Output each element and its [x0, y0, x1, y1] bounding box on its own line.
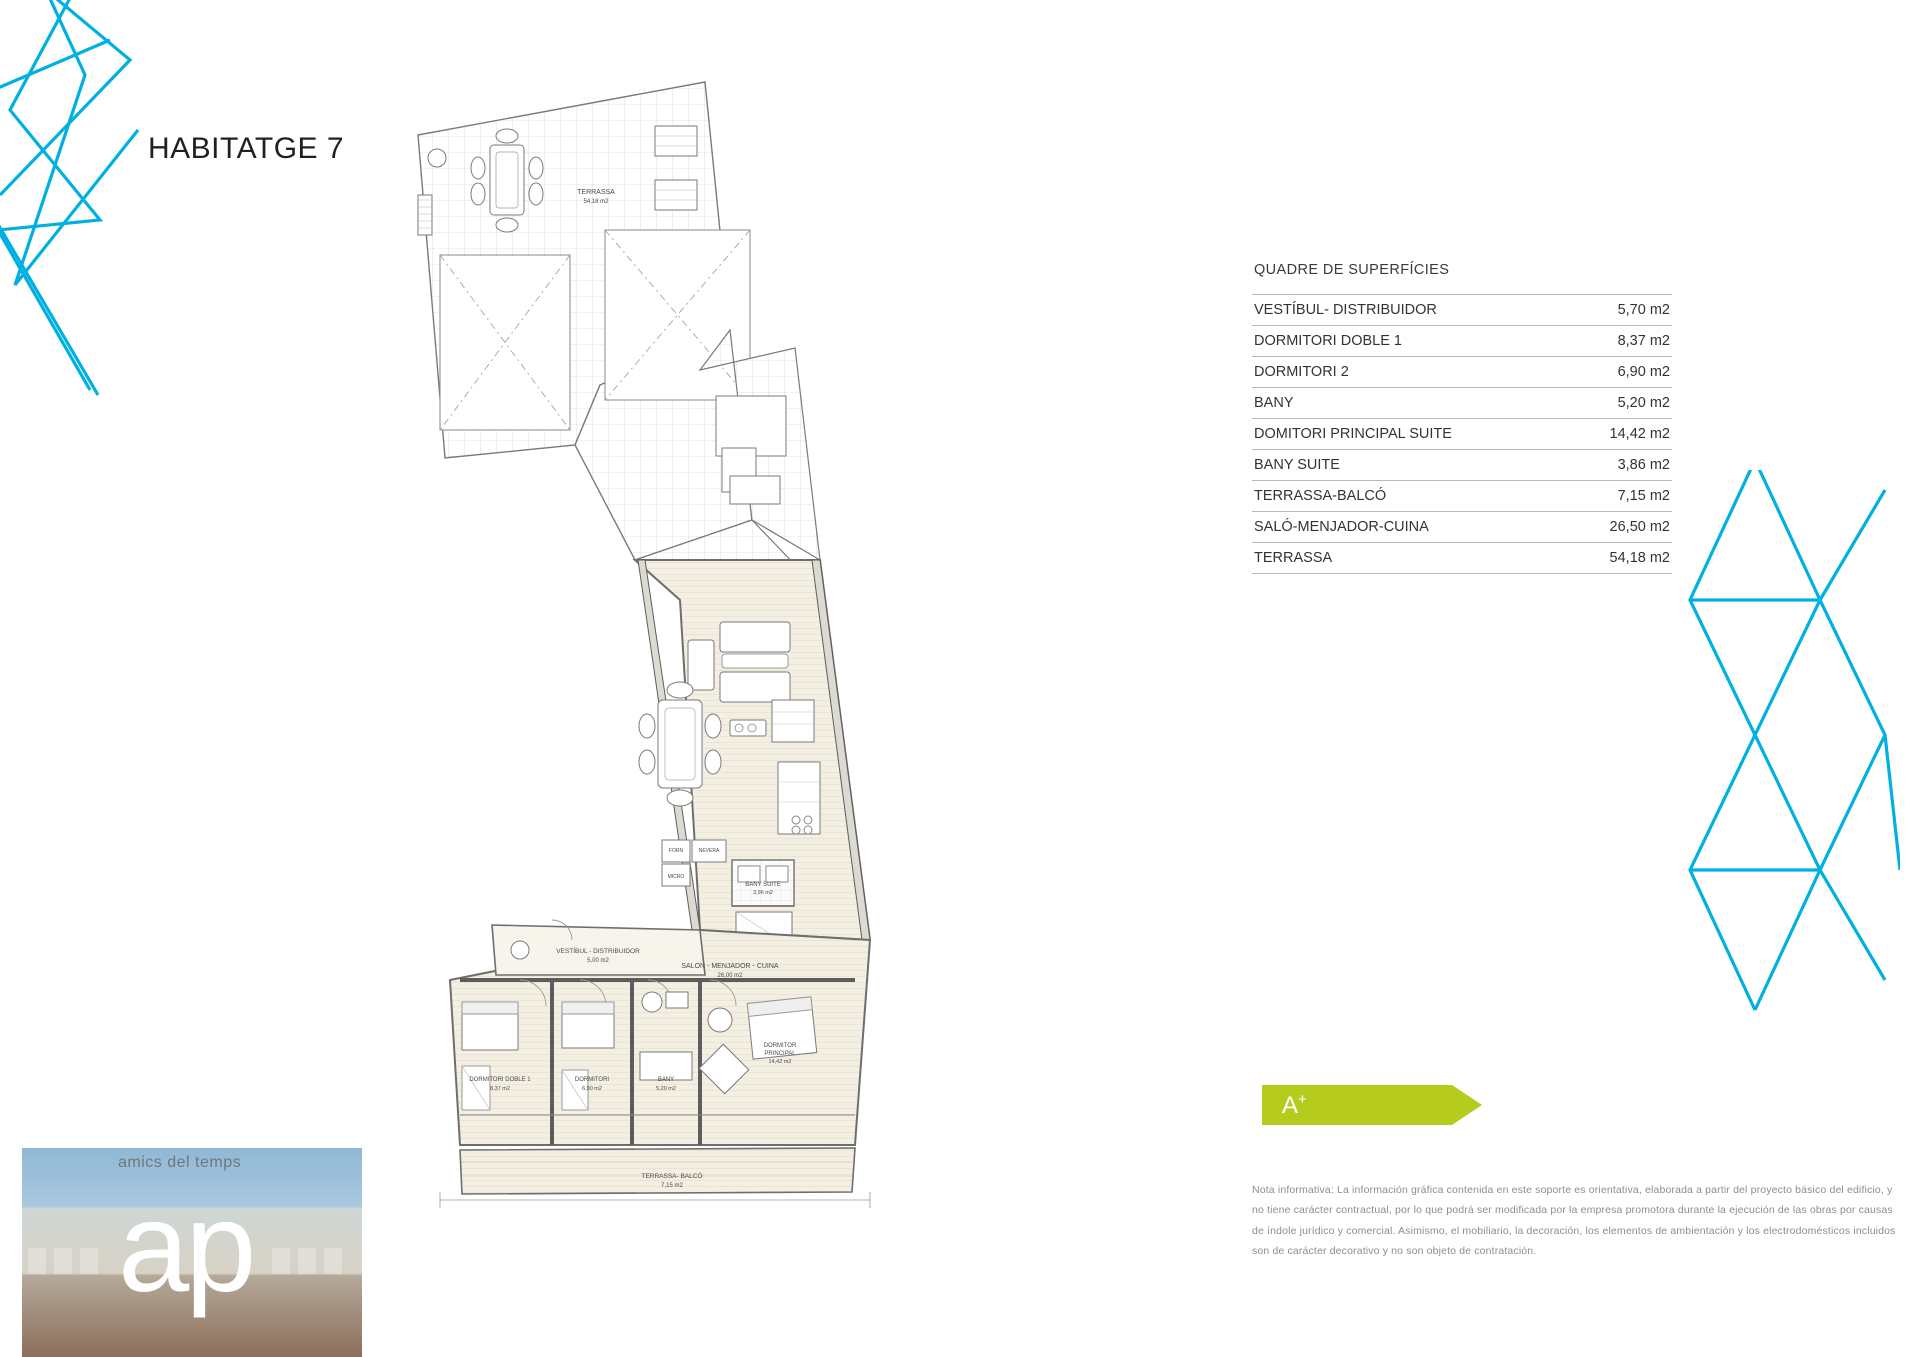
plan-label-terrassa-balco: TERRASSA- BALCÓ	[641, 1173, 703, 1180]
page-title: HABITATGE 7	[148, 132, 345, 165]
energy-rating-badge	[1262, 1085, 1498, 1125]
surface-value: 54,18 m2	[1570, 543, 1672, 574]
plan-label-bany-suite-area: 3,96 m2	[753, 890, 773, 896]
energy-rating-value: A	[1282, 1092, 1299, 1119]
table-row	[1252, 450, 1672, 481]
brand-caption: amics del temps	[118, 1154, 242, 1171]
surface-value: 7,15 m2	[1570, 481, 1672, 512]
table-row	[1252, 419, 1672, 450]
surface-value: 5,20 m2	[1570, 388, 1672, 419]
surfaces-table-block	[1252, 262, 1672, 574]
surfaces-table-title: QUADRE DE SUPERFÍCIES	[1254, 262, 1450, 278]
brand-logo-block	[22, 1148, 362, 1357]
surface-name: SALÓ-MENJADOR-CUINA	[1252, 512, 1570, 543]
surface-value: 5,70 m2	[1570, 295, 1672, 326]
decorative-lines-left	[0, 0, 250, 440]
plan-label-dormitori-principal-area: 14,42 m2	[768, 1059, 792, 1065]
plan-label-terrassa: TERRASSA	[577, 189, 615, 196]
surfaces-table	[1252, 294, 1672, 574]
table-row	[1252, 388, 1672, 419]
plan-label-dormitori-2-area: 6,90 m2	[582, 1086, 602, 1092]
plan-label-vestibul-area: 5,00 m2	[587, 958, 609, 964]
table-row	[1252, 512, 1672, 543]
surface-name: BANY SUITE	[1252, 450, 1570, 481]
surface-name: DORMITORI DOBLE 1	[1252, 326, 1570, 357]
floor-plan-drawing	[400, 40, 1100, 1330]
plan-label-dormitori-2: DORMITORI	[574, 1077, 610, 1083]
svg-text:PRINCIPAL: PRINCIPAL	[764, 1051, 796, 1057]
plan-label-salon-area: 26,00 m2	[717, 973, 743, 979]
plan-label-dormitori-principal: DORMITOR	[763, 1043, 797, 1049]
table-row	[1252, 326, 1672, 357]
legal-note: Nota informativa: La información gráfica contenida en este soporte es orientativa, elaborada a partir del proyecto básico del edificio, y no tiene carácter contractual, por lo que podrá ser modificada por la empresa promotora durante la ejecución de las obras por causas de índole jurídico y comercial. Asimismo, el mobiliario, la decoración, los elementos de ambientación y los electrodomésticos incluidos son de carácter decorativo y no son objeto de contratación.	[1252, 1184, 1896, 1258]
surface-value: 26,50 m2	[1570, 512, 1672, 543]
surface-name: TERRASSA	[1252, 543, 1570, 574]
decorative-lines-right	[1670, 470, 1900, 1030]
surface-value: 8,37 m2	[1570, 326, 1672, 357]
surface-name: VESTÍBUL- DISTRIBUIDOR	[1252, 295, 1570, 326]
plan-label-salon: SALON - MENJADOR - CUINA	[681, 963, 779, 970]
surface-name: BANY	[1252, 388, 1570, 419]
surface-name: TERRASSA-BALCÓ	[1252, 481, 1570, 512]
plan-label-dormitori-doble: DORMITORI DOBLE 1	[469, 1077, 531, 1083]
plan-label-terrassa-balco-area: 7,15 m2	[661, 1183, 683, 1189]
energy-rating-letter	[1282, 1091, 1307, 1120]
plan-label-dormitori-doble-area: 8,37 m2	[490, 1086, 510, 1092]
surface-value: 3,86 m2	[1570, 450, 1672, 481]
plan-label-nevera: NEVERA	[698, 848, 720, 854]
plan-label-micro: MICRO	[667, 874, 685, 880]
table-row	[1252, 295, 1672, 326]
surface-name: DORMITORI 2	[1252, 357, 1570, 388]
plan-label-vestibul: VESTÍBUL - DISTRIBUIDOR	[556, 948, 640, 955]
surface-value: 6,90 m2	[1570, 357, 1672, 388]
floor-plan	[400, 40, 1100, 1330]
plan-label-bany: BANY	[657, 1077, 675, 1083]
table-row	[1252, 481, 1672, 512]
surface-value: 14,42 m2	[1570, 419, 1672, 450]
energy-rating-superscript: +	[1298, 1091, 1307, 1108]
energy-badge-arrow-icon	[1452, 1085, 1482, 1125]
table-row	[1252, 543, 1672, 574]
brand-mark: ap	[118, 1176, 253, 1319]
plan-label-bany-suite: BANY SUITE	[745, 882, 781, 888]
surface-name: DOMITORI PRINCIPAL SUITE	[1252, 419, 1570, 450]
plan-label-terrassa-area: 54,18 m2	[583, 199, 609, 205]
plan-label-bany-area: 5,20 m2	[656, 1086, 676, 1092]
table-row	[1252, 357, 1672, 388]
plan-label-forn: FORN	[668, 848, 684, 854]
